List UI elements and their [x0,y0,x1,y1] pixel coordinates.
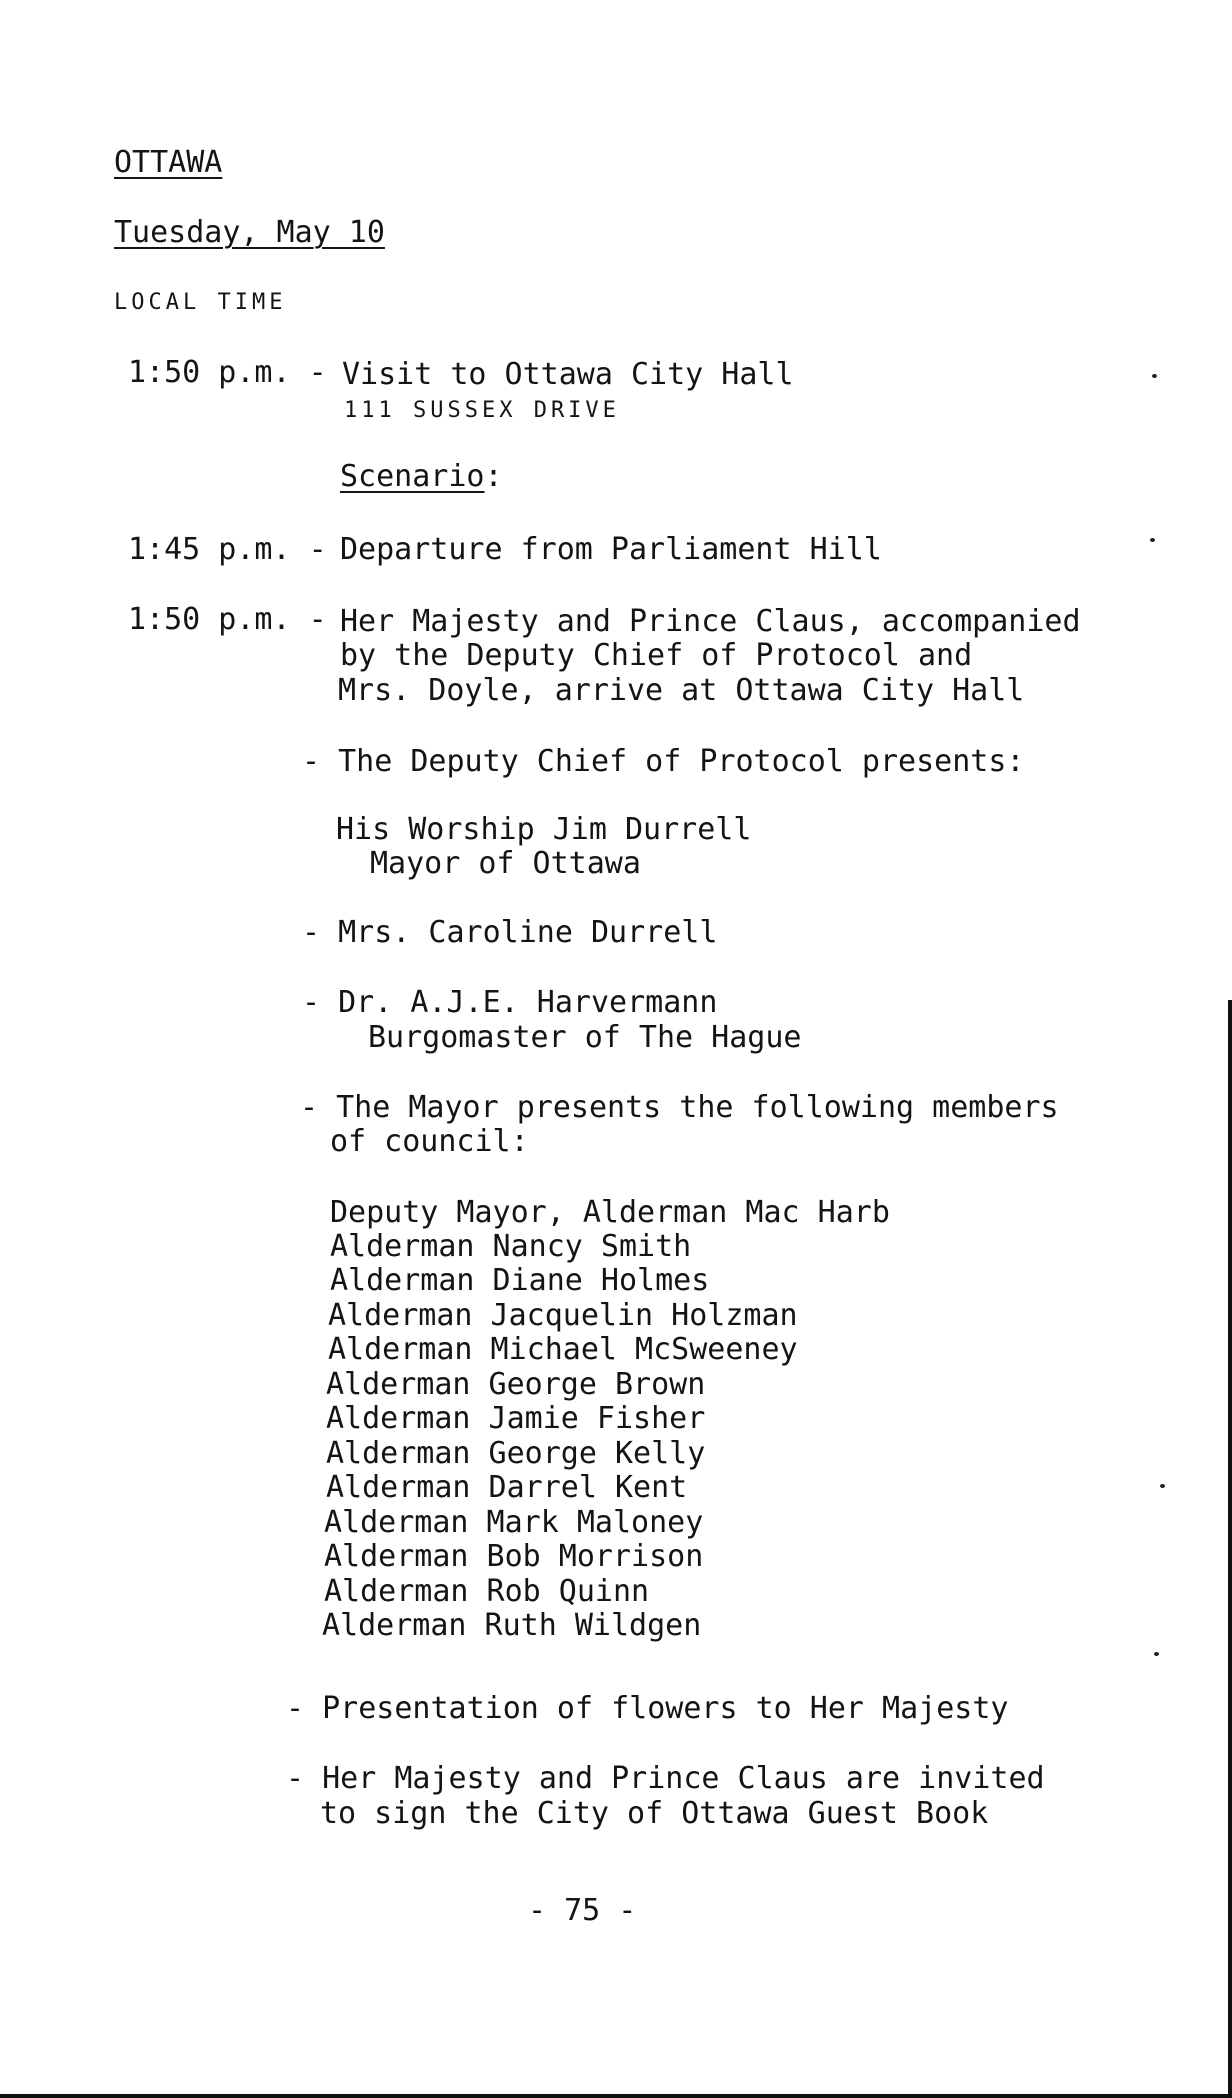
council-member: Alderman George Brown [326,1367,706,1402]
guest-book-item: - Her Majesty and Prince Claus are invited [286,1761,1045,1796]
protocol-presents: - The Deputy Chief of Protocol presents: [302,744,1025,779]
schedule-line: Her Majesty and Prince Claus, accompanied [340,604,1081,639]
schedule-line: Mrs. Doyle, arrive at Ottawa City Hall [338,673,1025,708]
mayor-title: Mayor of Ottawa [370,846,641,881]
council-member: Alderman Diane Holmes [330,1263,710,1298]
scenario-colon: : [484,459,503,494]
scan-speck [1150,538,1155,542]
local-time-label: LOCAL TIME [114,290,287,315]
council-intro: of council: [330,1124,529,1159]
schedule-time: 1:50 p.m. - [128,602,327,637]
schedule-line: by the Deputy Chief of Protocol and [340,638,973,673]
city-heading: OTTAWA [114,145,223,180]
schedule-text: Departure from Parliament Hill [340,532,882,567]
council-member: Alderman Jacquelin Holzman [328,1298,798,1333]
schedule-time: 1:45 p.m. - [128,532,327,567]
council-member: Alderman Michael McSweeney [328,1332,798,1367]
mayor-wife: - Mrs. Caroline Durrell [302,915,718,950]
mayor-name: His Worship Jim Durrell [336,812,752,847]
event-title: Visit to Ottawa City Hall [342,357,794,392]
event-time: 1:50 p.m. - [128,355,327,390]
burgomaster-title: Burgomaster of The Hague [368,1020,802,1055]
scan-speck [1154,1652,1159,1656]
scan-edge-right [1228,1000,1232,2098]
council-member: Alderman Rob Quinn [324,1574,650,1609]
council-member: Alderman Mark Maloney [324,1505,704,1540]
council-member: Alderman Jamie Fisher [326,1401,706,1436]
council-member: Alderman Darrel Kent [326,1470,688,1505]
council-member: Deputy Mayor, Alderman Mac Harb [330,1195,890,1230]
date-heading: Tuesday, May 10 [114,215,385,250]
scan-edge-bottom [0,2094,1232,2098]
scenario-heading [340,459,503,494]
flowers-item: - Presentation of flowers to Her Majesty [286,1691,1009,1726]
council-intro: - The Mayor presents the following members [300,1090,1059,1125]
council-member: Alderman Ruth Wildgen [322,1608,702,1643]
council-member: Alderman Nancy Smith [330,1229,692,1264]
event-address: 111 SUSSEX DRIVE [344,398,620,423]
page-number: - 75 - [528,1893,637,1928]
scan-speck [1152,374,1157,378]
burgomaster-name: - Dr. A.J.E. Harvermann [302,985,718,1020]
guest-book-item: to sign the City of Ottawa Guest Book [320,1796,989,1831]
council-member: Alderman George Kelly [326,1436,706,1471]
scan-speck [1160,1484,1165,1488]
scenario-label: Scenario [340,459,485,494]
council-member: Alderman Bob Morrison [324,1539,704,1574]
